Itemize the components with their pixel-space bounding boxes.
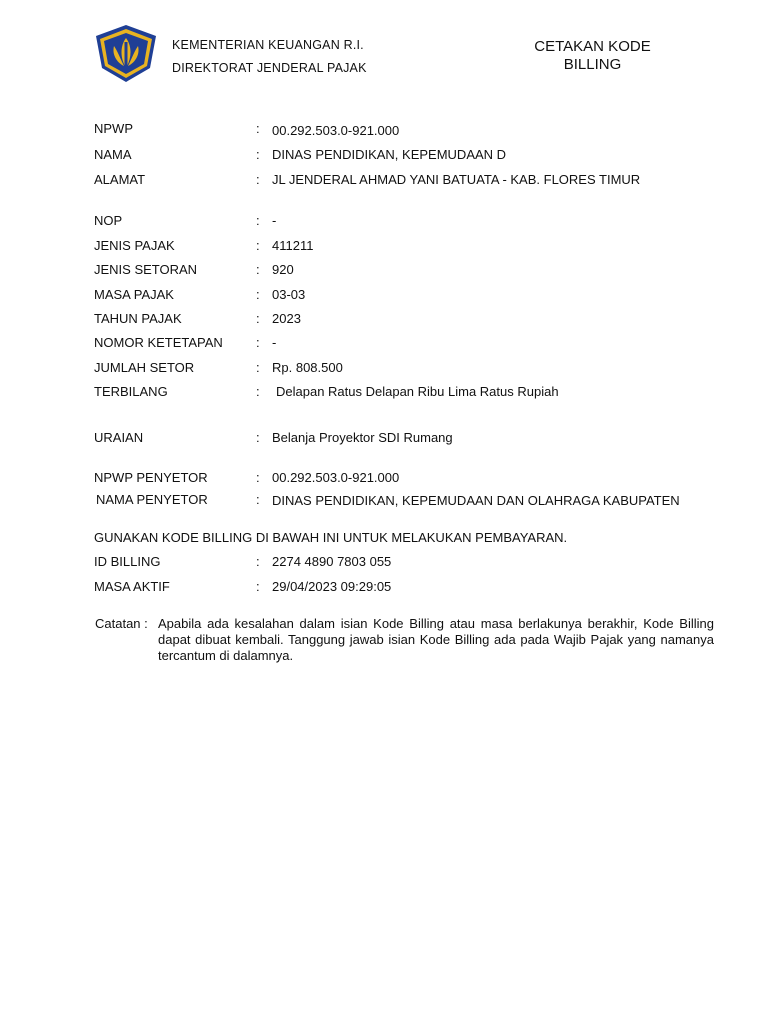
field-value: 920 xyxy=(272,262,294,277)
field-label: NOMOR KETETAPAN xyxy=(94,335,223,350)
field-colon: : xyxy=(256,492,260,507)
billing-code: 2274 4890 7803 055 xyxy=(272,554,392,569)
document-title xyxy=(520,38,665,74)
document-title-line2: BILLING xyxy=(563,56,622,73)
field-label: NAMA PENYETOR xyxy=(96,492,208,507)
document-title-line1: CETAKAN KODE xyxy=(534,38,651,55)
field-colon: : xyxy=(256,470,260,485)
field-label: URAIAN xyxy=(94,430,144,445)
field-label: JUMLAH SETOR xyxy=(94,360,195,375)
field-value: 2023 xyxy=(272,311,301,326)
field-label: NPWP PENYETOR xyxy=(94,470,208,485)
field-label: TAHUN PAJAK xyxy=(94,311,182,326)
field-colon: : xyxy=(256,262,260,277)
field-colon: : xyxy=(256,172,260,187)
org-name-djp: DIREKTORAT JENDERAL PAJAK xyxy=(172,61,367,75)
field-value: Belanja Proyektor SDI Rumang xyxy=(272,430,453,445)
field-value: 00.292.503.0-921.000 xyxy=(272,470,400,485)
field-value: Rp. 808.500 xyxy=(272,360,343,375)
field-colon: : xyxy=(256,554,260,569)
field-value: - xyxy=(272,213,277,228)
payment-instruction: GUNAKAN KODE BILLING DI BAWAH INI UNTUK MELAKUKAN PEMBAYARAN. xyxy=(94,530,568,545)
field-colon: : xyxy=(256,238,260,253)
field-value: Delapan Ratus Delapan Ribu Lima Ratus Rupiah xyxy=(276,384,559,399)
field-value: DINAS PENDIDIKAN, KEPEMUDAAN D xyxy=(272,147,507,162)
field-colon: : xyxy=(256,430,260,445)
field-colon: : xyxy=(256,287,260,302)
note-text: Apabila ada kesalahan dalam isian Kode Billing atau masa berlakunya berakhir, Kode Billing dapat dibuat kembali. Tanggung jawab isian Kode Billing ada pada Wajib Pajak yang namanya tercantum di dalamnya. xyxy=(158,616,714,663)
org-name-kemenkeu: KEMENTERIAN KEUANGAN R.I. xyxy=(172,38,364,52)
field-colon: : xyxy=(256,147,260,162)
field-label: JENIS PAJAK xyxy=(94,238,175,253)
field-label: NPWP xyxy=(94,121,133,136)
field-value: 00.292.503.0-921.000 xyxy=(272,123,400,138)
field-colon: : xyxy=(256,311,260,326)
field-value: 411211 xyxy=(272,238,314,253)
field-label: ALAMAT xyxy=(94,172,146,187)
field-colon: : xyxy=(256,335,260,350)
field-label: MASA AKTIF xyxy=(94,579,170,594)
field-label: JENIS SETORAN xyxy=(94,262,198,277)
field-label: ID BILLING xyxy=(94,554,161,569)
field-colon: : xyxy=(256,384,260,399)
field-label: MASA PAJAK xyxy=(94,287,174,302)
field-value: DINAS PENDIDIKAN, KEPEMUDAAN DAN OLAHRAGA KABUPATEN xyxy=(272,493,680,508)
field-colon: : xyxy=(256,579,260,594)
field-label: NOP xyxy=(94,213,123,228)
field-label: TERBILANG xyxy=(94,384,168,399)
field-value: - xyxy=(272,335,277,350)
field-label: NAMA xyxy=(94,147,132,162)
note-label: Catatan : xyxy=(95,616,148,631)
field-colon: : xyxy=(256,121,260,136)
field-colon: : xyxy=(256,213,260,228)
kemenkeu-logo-icon xyxy=(94,24,158,84)
field-value: JL JENDERAL AHMAD YANI BATUATA - KAB. FLORES TIMUR xyxy=(272,172,641,187)
field-colon: : xyxy=(256,360,260,375)
field-value: 03-03 xyxy=(272,287,306,302)
field-value: 29/04/2023 09:29:05 xyxy=(272,579,392,594)
